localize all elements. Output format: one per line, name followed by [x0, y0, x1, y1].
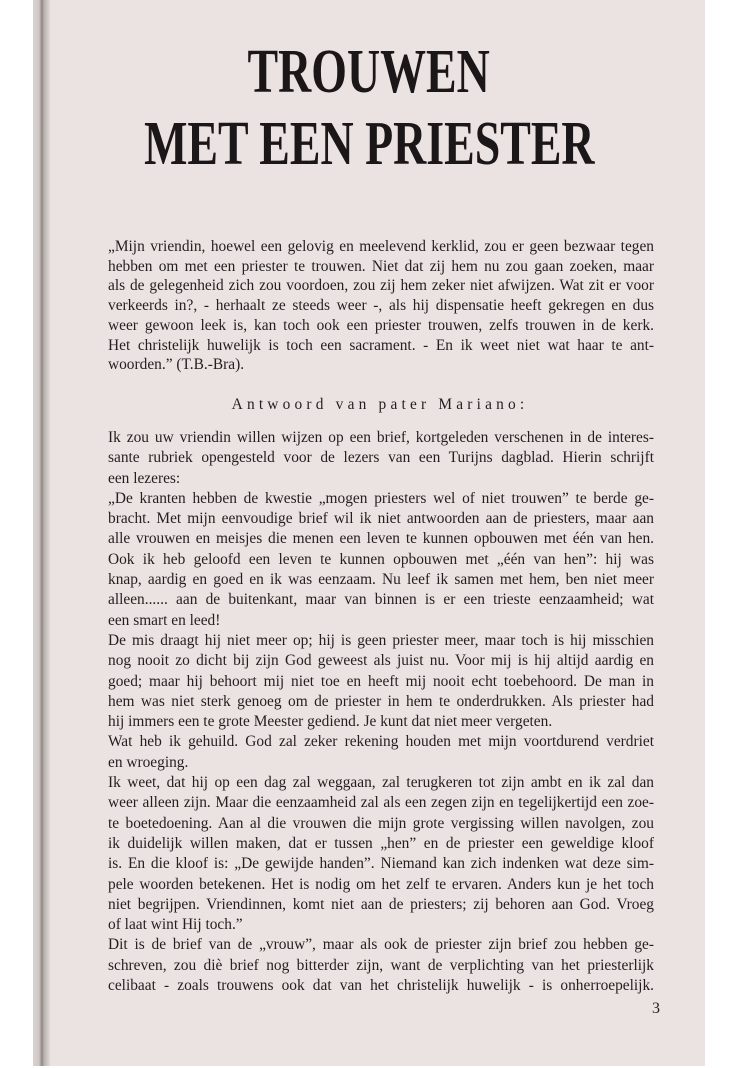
text-line: een smart en leed!: [108, 611, 221, 629]
answer-text: [108, 428, 654, 996]
answer-heading: Antwoord van pater Mariano:: [231, 396, 529, 413]
text-line: Ook ik heb geloofd een leven te kunnen opbouwen met „één van hen”: hij was: [108, 550, 654, 568]
text-line: goed; maar hij behoort mij niet toe en heeft mij nooit echt toebehoord. De man in: [108, 672, 654, 690]
text-line: Ik weet, dat hij op een dag zal weggaan, zal terugkeren tot zijn ambt en ik zal dan: [108, 774, 654, 792]
text-line: en wroeging.: [108, 753, 189, 771]
text-line: alle vrouwen en meisjes die menen een leven te kunnen opbouwen met één van hen.: [108, 530, 654, 548]
text-line: nog nooit zo dicht bij zijn God geweest als juist nu. Voor mij is hij altijd aardig en: [108, 652, 654, 670]
text-line: of laat wint Hij toch.”: [108, 916, 243, 934]
text-line: hij immers een te grote Meester gediend. Je kunt dat niet meer vergeten.: [108, 713, 553, 731]
text-line: verkeerds in?, - herhaalt ze steeds weer -, als hij dispensatie heeft gekregen en dus: [108, 297, 654, 315]
text-line: knap, aardig en goed en ik was eenzaam. Nu leef ik samen met hem, ben niet meer: [108, 571, 654, 589]
text-line: Dit is de brief van de „vrouw”, maar als ook de priester zijn brief zou hebben ge-: [108, 936, 654, 954]
paragraph: [108, 428, 654, 489]
text-line: Wat heb ik gehuild. God zal zeker rekening houden met mijn voortdurend verdriet: [108, 733, 654, 751]
text-line: schreven, zou diè brief nog bitterder zijn, want de verplichting van het priesterlijk: [108, 956, 654, 974]
text-line: Ik zou uw vriendin willen wijzen op een brief, kortgeleden verschenen in de interes-: [108, 429, 654, 446]
text-line: Het christelijk huwelijk is toch een sacrament. - En ik weet niet wat haar te ant-: [108, 336, 654, 354]
text-line: celibaat - zoals trouwens ook dat van het christelijk huwelijk - is onherroepelijk.: [108, 977, 654, 995]
text-line: bracht. Met mijn eenvoudige brief wil ik niet antwoorden aan de priesters, maar aan: [108, 510, 654, 528]
text-line: weer alleen zijn. Maar die eenzaamheid zal als een zegen zijn en tegelijkertijd een zoe-: [108, 794, 654, 812]
paragraph: [108, 773, 654, 935]
title-line-2: [0, 110, 738, 178]
text-line: niet begrijpen. Vriendinnen, komt niet aan de priesters; zij behoren aan God. Vroeg: [108, 895, 654, 913]
title-text-2: MET EEN PRIESTER: [143, 110, 595, 178]
text-line: alleen...... aan de buitenkant, maar van binnen is er een trieste eenzaamheid; wat: [108, 591, 654, 609]
text-line: hem was niet sterk genoeg om de priester in hem te onderdrukken. Als priester had: [108, 692, 654, 710]
text-line: woorden.” (T.B.-Bra).: [108, 356, 245, 374]
title-line-1: [0, 38, 738, 106]
page-number: 3: [652, 1000, 660, 1017]
text-line: „Mijn vriendin, hoewel een gelovig en meelevend kerklid, zou er geen bezwaar tegen: [108, 238, 654, 255]
text-line: als de gelegenheid zich zou voordoen, zou zij hem zeker niet afwijzen. Wat zit er voor: [108, 277, 654, 295]
title-text-1: TROUWEN: [247, 38, 491, 106]
text-line: sante rubriek opengesteld voor de lezers van een Turijns dagblad. Hierin schrijft: [108, 449, 654, 467]
text-line: De mis draagt hij niet meer op; hij is geen priester meer, maar toch is hij misschien: [108, 631, 654, 649]
paragraph: [108, 631, 654, 732]
paragraph: [108, 732, 654, 773]
text-line: te boetedoening. Aan al die vrouwen die mijn grote vergissing willen navolgen, zou: [108, 814, 654, 832]
text-line: een lezeres:: [108, 469, 181, 487]
paragraph: [108, 935, 654, 996]
text-line: is. En die kloof is: „De gewijde handen”. Niemand kan zich indenken wat deze sim-: [108, 855, 654, 873]
text-line: pele woorden betekenen. Het is nodig om het zelf te ervaren. Anders kun je het toch: [108, 875, 654, 893]
text-line: ik duidelijk willen maken, dat er tussen „hen” en de priester een geweldige kloof: [108, 834, 654, 852]
text-line: weer gewoon leek is, kan toch ook een priester trouwen, zelfs trouwen in de kerk.: [108, 316, 654, 334]
text-line: hebben om met een priester te trouwen. Niet dat zij hem nu zou gaan zoeken, maar: [108, 257, 654, 275]
paragraph: [108, 237, 654, 375]
text-line: „De kranten hebben de kwestie „mogen priesters wel of niet trouwen” te berde ge-: [108, 489, 654, 507]
question-text: [108, 237, 654, 375]
paragraph: [108, 489, 654, 631]
